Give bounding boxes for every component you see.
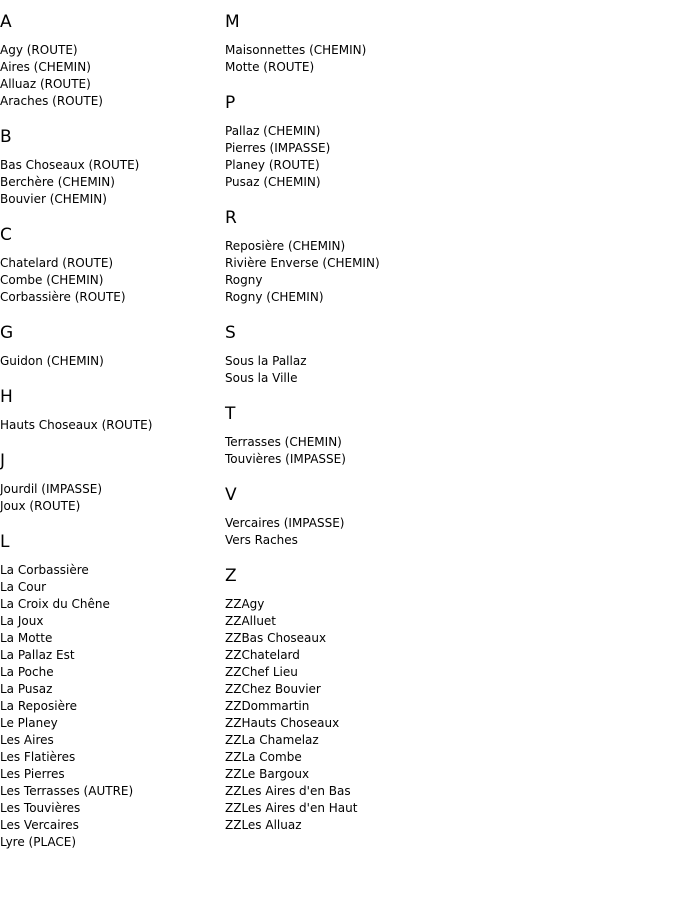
street-list	[0, 481, 220, 515]
street-item: Pallaz (CHEMIN)	[225, 124, 321, 138]
letter-section-t	[225, 404, 525, 468]
street-item: Les Terrasses (AUTRE)	[0, 784, 134, 798]
street-item: ZZLes Aires d'en Haut	[225, 801, 358, 815]
street-item: Guidon (CHEMIN)	[0, 354, 104, 368]
street-item: Touvières (IMPASSE)	[225, 452, 346, 466]
street-item: Joux (ROUTE)	[0, 499, 81, 513]
letter-section-z	[225, 566, 525, 834]
street-item: Sous la Ville	[225, 371, 298, 385]
left-column	[0, 0, 220, 851]
letter-heading: B	[0, 127, 12, 147]
street-item: ZZLes Alluaz	[225, 818, 302, 832]
street-item: Motte (ROUTE)	[225, 60, 315, 74]
street-item: Maisonnettes (CHEMIN)	[225, 43, 367, 57]
street-item: Rogny	[225, 273, 263, 287]
letter-heading: J	[0, 451, 6, 471]
letter-section-m	[225, 12, 525, 76]
letter-heading: H	[0, 387, 13, 407]
street-list	[0, 353, 220, 370]
letter-heading: C	[0, 225, 12, 245]
street-item: Bas Choseaux (ROUTE)	[0, 158, 140, 172]
street-item: ZZAlluet	[225, 614, 277, 628]
street-item: Agy (ROUTE)	[0, 43, 78, 57]
street-item: ZZAgy	[225, 597, 265, 611]
street-item: La Cour	[0, 580, 47, 594]
street-item: Lyre (PLACE)	[0, 835, 77, 849]
street-item: ZZBas Choseaux	[225, 631, 327, 645]
street-item: Les Touvières	[0, 801, 81, 815]
street-list	[225, 238, 525, 306]
street-item: Sous la Pallaz	[225, 354, 307, 368]
street-item: La Pallaz Est	[0, 648, 75, 662]
street-item: Vers Raches	[225, 533, 298, 547]
letter-heading: S	[225, 323, 236, 343]
street-item: La Poche	[0, 665, 54, 679]
street-item: Corbassière (ROUTE)	[0, 290, 126, 304]
letter-section-l	[0, 532, 220, 851]
street-item: Le Planey	[0, 716, 58, 730]
street-list	[225, 353, 525, 387]
letter-heading: T	[225, 404, 236, 424]
letter-section-g	[0, 323, 220, 370]
street-item: Bouvier (CHEMIN)	[0, 192, 107, 206]
street-list	[0, 255, 220, 306]
street-list	[225, 515, 525, 549]
street-item: ZZLa Chamelaz	[225, 733, 319, 747]
letter-section-c	[0, 225, 220, 306]
street-item: Chatelard (ROUTE)	[0, 256, 114, 270]
street-item: La Corbassière	[0, 563, 89, 577]
letter-heading: M	[225, 12, 240, 32]
letter-heading: G	[0, 323, 14, 343]
street-item: Aires (CHEMIN)	[0, 60, 91, 74]
street-item: Les Vercaires	[0, 818, 79, 832]
street-item: Les Pierres	[0, 767, 65, 781]
street-item: Pierres (IMPASSE)	[225, 141, 331, 155]
street-item: ZZChez Bouvier	[225, 682, 321, 696]
street-list	[225, 434, 525, 468]
street-item: Hauts Choseaux (ROUTE)	[0, 418, 153, 432]
letter-section-a	[0, 12, 220, 110]
letter-heading: R	[225, 208, 237, 228]
street-item: La Reposière	[0, 699, 78, 713]
letter-heading: A	[0, 12, 12, 32]
street-item: Vercaires (IMPASSE)	[225, 516, 345, 530]
street-item: Rivière Enverse (CHEMIN)	[225, 256, 380, 270]
street-item: Araches (ROUTE)	[0, 94, 103, 108]
street-item: ZZLe Bargoux	[225, 767, 310, 781]
letter-section-v	[225, 485, 525, 549]
letter-section-p	[225, 93, 525, 191]
street-item: Reposière (CHEMIN)	[225, 239, 346, 253]
street-item: Alluaz (ROUTE)	[0, 77, 91, 91]
street-list	[0, 562, 220, 851]
street-item: ZZLa Combe	[225, 750, 302, 764]
street-item: Terrasses (CHEMIN)	[225, 435, 342, 449]
street-list	[0, 157, 220, 208]
street-item: La Joux	[0, 614, 44, 628]
street-item: Les Aires	[0, 733, 54, 747]
street-item: Pusaz (CHEMIN)	[225, 175, 321, 189]
street-list	[225, 596, 525, 834]
street-item: La Motte	[0, 631, 53, 645]
street-item: ZZHauts Choseaux	[225, 716, 340, 730]
letter-heading: V	[225, 485, 237, 505]
letter-heading: L	[0, 532, 10, 552]
street-list	[225, 42, 525, 76]
street-item: ZZChatelard	[225, 648, 300, 662]
street-item: Jourdil (IMPASSE)	[0, 482, 103, 496]
letter-section-b	[0, 127, 220, 208]
street-item: Les Flatières	[0, 750, 76, 764]
street-item: Rogny (CHEMIN)	[225, 290, 324, 304]
street-list	[0, 417, 220, 434]
street-list	[225, 123, 525, 191]
street-list	[0, 42, 220, 110]
street-item: Berchère (CHEMIN)	[0, 175, 115, 189]
street-item: Planey (ROUTE)	[225, 158, 320, 172]
right-column	[225, 0, 525, 834]
letter-heading: Z	[225, 566, 237, 586]
street-item: ZZDommartin	[225, 699, 310, 713]
street-item: Combe (CHEMIN)	[0, 273, 104, 287]
letter-section-j	[0, 451, 220, 515]
street-item: La Pusaz	[0, 682, 53, 696]
letter-section-r	[225, 208, 525, 306]
letter-section-s	[225, 323, 525, 387]
street-item: ZZLes Aires d'en Bas	[225, 784, 351, 798]
street-item: ZZChef Lieu	[225, 665, 298, 679]
street-item: La Croix du Chêne	[0, 597, 110, 611]
letter-section-h	[0, 387, 220, 434]
letter-heading: P	[225, 93, 236, 113]
